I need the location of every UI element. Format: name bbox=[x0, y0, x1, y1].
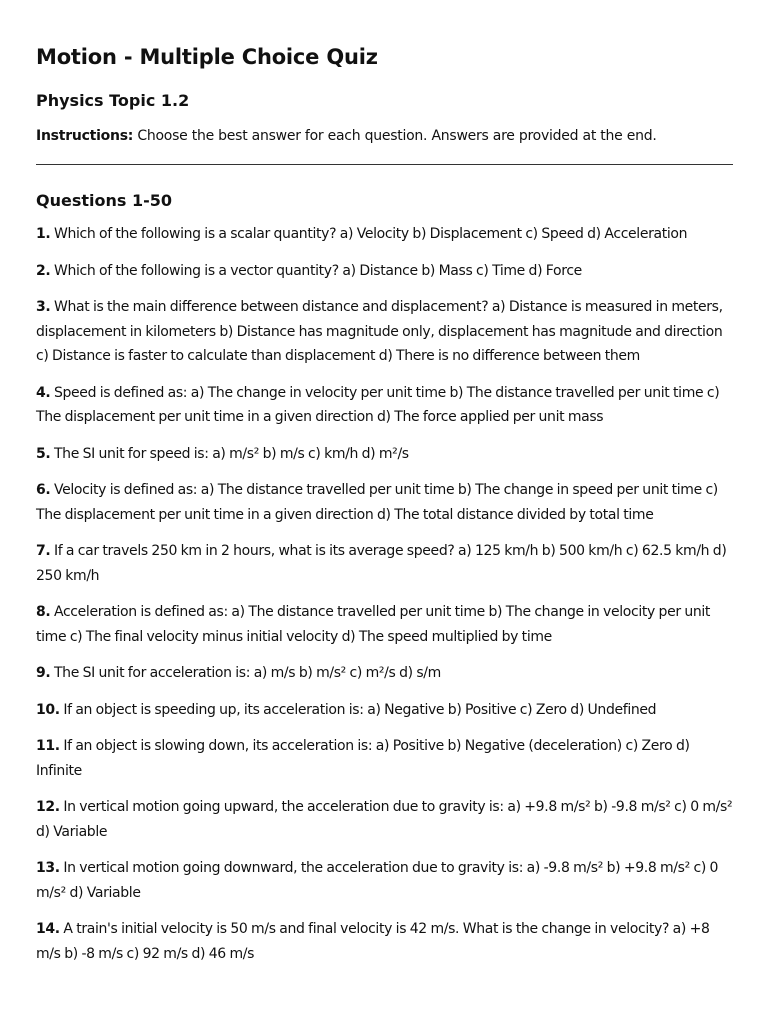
section-divider bbox=[36, 164, 733, 165]
section-heading: Questions 1-50 bbox=[36, 191, 173, 210]
question-item bbox=[36, 795, 733, 844]
instructions bbox=[36, 126, 733, 146]
question-item bbox=[36, 259, 733, 284]
question-item bbox=[36, 442, 733, 467]
question-number: 9. bbox=[36, 665, 51, 681]
question-number: 8. bbox=[36, 604, 51, 620]
question-text: Speed is defined as: a) The change in velocity per unit time b) The distance travelled per unit time c) The displacement per unit time in a given direction d) The force applied per unit mass bbox=[36, 384, 720, 425]
question-item bbox=[36, 661, 733, 686]
question-item bbox=[36, 539, 733, 588]
question-item bbox=[36, 856, 733, 905]
question-text: What is the main difference between distance and displacement? a) Distance is measured in meters, displacement in kilometers b) Distance has magnitude only, displacement has magnitude and direction c) Distance is faster to calculate than displacement d) There is no difference between them bbox=[36, 299, 723, 364]
question-item bbox=[36, 295, 733, 369]
question-text: Acceleration is defined as: a) The distance travelled per unit time b) The change in velocity per unit time c) The final velocity minus initial velocity d) The speed multiplied by time bbox=[36, 604, 711, 645]
question-text: The SI unit for acceleration is: a) m/s b) m/s² c) m²/s d) s/m bbox=[50, 665, 441, 681]
question-number: 11. bbox=[36, 738, 60, 754]
question-item bbox=[36, 478, 733, 527]
question-number: 10. bbox=[36, 701, 60, 718]
question-number: 4. bbox=[36, 384, 51, 401]
question-text: If an object is slowing down, its acceleration is: a) Positive b) Negative (deceleration) c) Zero d) Infinite bbox=[36, 738, 690, 779]
question-text: In vertical motion going downward, the acceleration due to gravity is: a) -9.8 m/s² b) +9.8 m/s² c) 0 m/s² d) Variable bbox=[36, 860, 719, 901]
question-number: 12. bbox=[36, 799, 60, 815]
question-number: 14. bbox=[36, 921, 60, 937]
question-number: 1. bbox=[36, 226, 51, 242]
question-item bbox=[36, 698, 733, 723]
question-item bbox=[36, 381, 733, 430]
instructions-label: Instructions: bbox=[36, 128, 134, 144]
page-title: Motion - Multiple Choice Quiz bbox=[36, 45, 378, 69]
question-text: If an object is speeding up, its acceleration is: a) Negative b) Positive c) Zero d) Undefined bbox=[59, 701, 657, 718]
question-list bbox=[36, 222, 733, 966]
question-number: 5. bbox=[36, 445, 51, 462]
question-text: Which of the following is a vector quantity? a) Distance b) Mass c) Time d) Force bbox=[50, 262, 582, 279]
question-text: If a car travels 250 km in 2 hours, what is its average speed? a) 125 km/h b) 500 km/h c) 62.5 km/h d) 250 km/h bbox=[36, 543, 727, 584]
question-number: 3. bbox=[36, 299, 51, 315]
question-number: 2. bbox=[36, 262, 51, 279]
question-number: 6. bbox=[36, 482, 51, 498]
question-text: Which of the following is a scalar quantity? a) Velocity b) Displacement c) Speed d) Acceleration bbox=[50, 226, 688, 242]
instructions-text: Choose the best answer for each question. Answers are provided at the end. bbox=[133, 128, 657, 144]
question-item bbox=[36, 222, 733, 247]
question-item bbox=[36, 917, 733, 966]
question-number: 7. bbox=[36, 543, 51, 559]
question-text: In vertical motion going upward, the acceleration due to gravity is: a) +9.8 m/s² b) -9.8 m/s² c) 0 m/s² d) Variable bbox=[36, 799, 733, 840]
question-text: The SI unit for speed is: a) m/s² b) m/s c) km/h d) m²/s bbox=[50, 445, 409, 462]
question-text: Velocity is defined as: a) The distance travelled per unit time b) The change in speed per unit time c) The displacement per unit time in a given direction d) The total distance divided by total time bbox=[36, 482, 718, 523]
page-subtitle: Physics Topic 1.2 bbox=[36, 91, 190, 110]
question-number: 13. bbox=[36, 860, 60, 876]
question-item bbox=[36, 734, 733, 783]
question-item bbox=[36, 600, 733, 649]
question-text: A train's initial velocity is 50 m/s and final velocity is 42 m/s. What is the change in velocity? a) +8 m/s b) -8 m/s c) 92 m/s d) 46 m/s bbox=[36, 921, 710, 962]
